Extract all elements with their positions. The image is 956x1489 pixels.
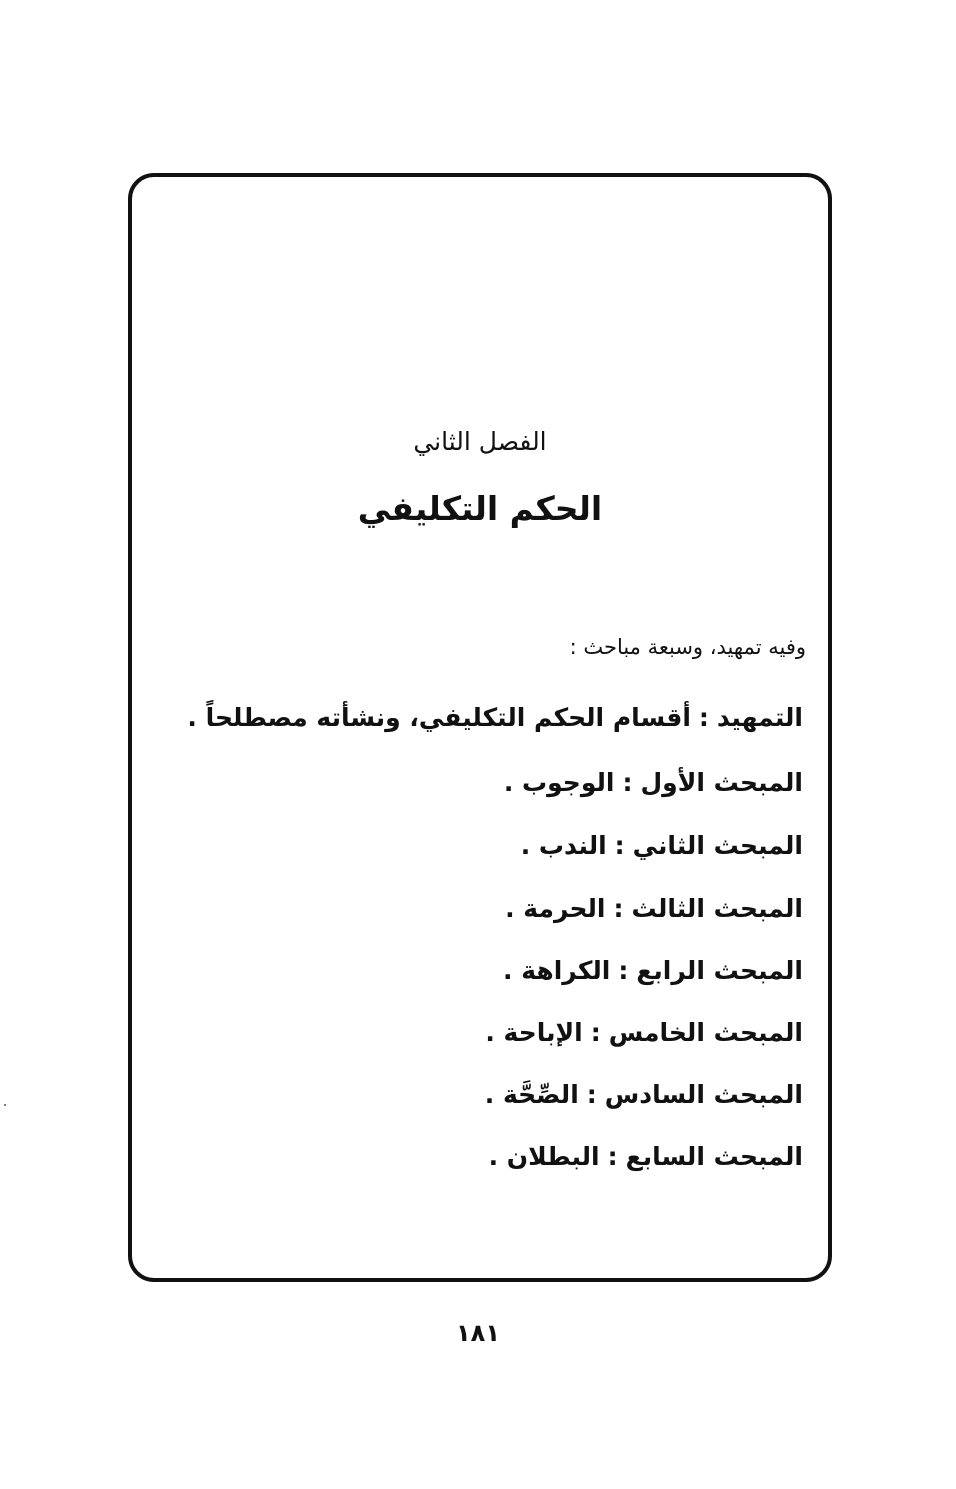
toc-item-text: الإباحة . (485, 1018, 583, 1047)
toc-item-text: الحرمة . (505, 894, 606, 923)
toc-item-text: الوجوب . (503, 768, 615, 797)
toc-item-section-2 (521, 826, 803, 866)
toc-item-text: الندب . (520, 831, 607, 860)
toc-item-heading: المبحث الرابع (636, 956, 803, 985)
toc-item-heading: المبحث السادس (604, 1080, 803, 1109)
chapter-intro: وفيه تمهيد، وسبعة مباحث : (569, 635, 806, 659)
toc-item-colon: : (586, 1080, 597, 1109)
toc-item-introduction (187, 698, 803, 738)
toc-item-heading: المبحث الثاني (632, 831, 803, 860)
toc-item-heading: المبحث السابع (625, 1142, 803, 1171)
toc-item-colon: : (618, 956, 629, 985)
toc-item-section-4 (503, 951, 803, 991)
toc-item-text: البطلان . (488, 1142, 600, 1171)
toc-item-heading: المبحث الخامس (608, 1018, 803, 1047)
toc-item-colon: : (590, 1018, 601, 1047)
toc-item-text: الصِّحَّة . (484, 1080, 579, 1109)
toc-item-text: أقسام الحكم التكليفي، ونشأته مصطلحاً . (187, 703, 691, 732)
toc-item-heading: المبحث الأول (640, 768, 803, 797)
scan-speck (4, 1104, 6, 1106)
toc-item-section-6 (485, 1075, 803, 1115)
toc-item-colon: : (613, 894, 624, 923)
toc-item-section-1 (504, 763, 803, 803)
chapter-label: الفصل الثاني (413, 427, 547, 456)
toc-item-colon: : (622, 768, 633, 797)
toc-item-section-5 (485, 1013, 803, 1053)
toc-item-section-3 (505, 889, 803, 929)
toc-item-colon: : (607, 1142, 618, 1171)
toc-item-colon: : (698, 703, 709, 732)
toc-item-colon: : (614, 831, 625, 860)
toc-item-section-7 (489, 1137, 803, 1177)
page-number: ١٨١ (456, 1319, 500, 1347)
chapter-title: الحكم التكليفي (357, 489, 603, 528)
toc-item-text: الكراهة . (503, 956, 611, 985)
toc-item-heading: التمهيد (716, 703, 803, 732)
toc-item-heading: المبحث الثالث (631, 894, 803, 923)
